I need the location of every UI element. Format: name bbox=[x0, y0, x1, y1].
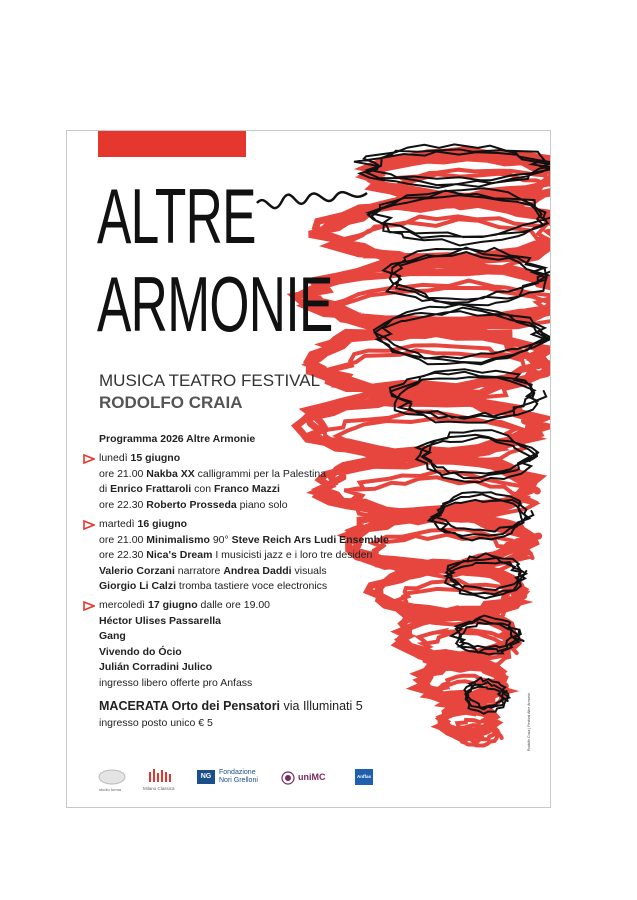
unimc-logo: uniMC bbox=[281, 767, 337, 795]
event-line: ore 22.30 Nica's Dream I musicisti jazz e i loro tre desideri bbox=[99, 549, 373, 562]
event-line: di Enrico Frattaroli con Franco Mazzi bbox=[99, 483, 280, 496]
author-name: RODOLFO CRAIA bbox=[99, 393, 243, 412]
day-date: mercoledì 17 giugno dalle ore 19.00 bbox=[99, 599, 271, 611]
event-line: Gang bbox=[99, 630, 126, 643]
event-line: Héctor Ulises Passarella bbox=[99, 614, 221, 627]
event-line: ore 21.00 Nakba XX calligrammi per la Palestina bbox=[99, 467, 327, 480]
title-line-2: ARMONIE bbox=[97, 260, 333, 348]
sponsor-logos bbox=[97, 767, 387, 795]
poster bbox=[66, 130, 551, 808]
fondazione-nori-grelloni-logo: NG Fondazione Nori Grelloni bbox=[197, 767, 267, 795]
event-line: ore 22.30 Roberto Prosseda piano solo bbox=[99, 498, 288, 511]
venue-line: MACERATA Orto dei Pensatori via Illuminati 5 bbox=[99, 699, 363, 713]
play-arrow-icon bbox=[83, 454, 95, 464]
event-line: Valerio Corzani narratore Andrea Daddi visuals bbox=[99, 564, 327, 577]
studio-forma-logo: studio forma bbox=[97, 767, 127, 795]
handwriting-stroke bbox=[257, 192, 367, 208]
ng-mark: NG bbox=[197, 770, 215, 784]
day-block bbox=[99, 517, 389, 595]
cloud-icon bbox=[97, 767, 127, 787]
day-date: martedì 16 giugno bbox=[99, 518, 188, 530]
festival-subtitle: MUSICA TEATRO FESTIVAL bbox=[99, 371, 321, 390]
sound-bars-icon bbox=[141, 767, 181, 785]
event-line: ore 21.00 Minimalismo 90° Steve Reich Ars Ludi Ensemble bbox=[99, 533, 389, 546]
play-arrow-icon bbox=[83, 601, 95, 611]
milano-classica-logo: Milano Classica bbox=[141, 767, 181, 795]
program-heading: Programma 2026 Altre Armonie bbox=[99, 433, 256, 445]
credit-text: Rodolfo Craia | Festival Altre Armonie bbox=[527, 692, 531, 751]
event-line: Julián Corradini Julico bbox=[99, 661, 213, 674]
ticket-price: ingresso posto unico € 5 bbox=[99, 717, 213, 729]
play-arrow-icon bbox=[83, 520, 95, 530]
event-line: ingresso libero offerte pro Anfass bbox=[99, 676, 253, 689]
anffas-logo: Anffas bbox=[355, 767, 375, 795]
event-line: Vivendo do Ócio bbox=[99, 645, 182, 658]
day-block bbox=[99, 598, 270, 692]
seal-icon bbox=[281, 771, 295, 785]
title-line-1: ALTRE bbox=[97, 172, 256, 260]
event-line: Giorgio Li Calzi tromba tastiere voce electronics bbox=[99, 580, 328, 593]
day-block bbox=[99, 451, 326, 513]
day-date: lunedì 15 giugno bbox=[99, 452, 181, 464]
red-accent-bar bbox=[98, 131, 246, 157]
